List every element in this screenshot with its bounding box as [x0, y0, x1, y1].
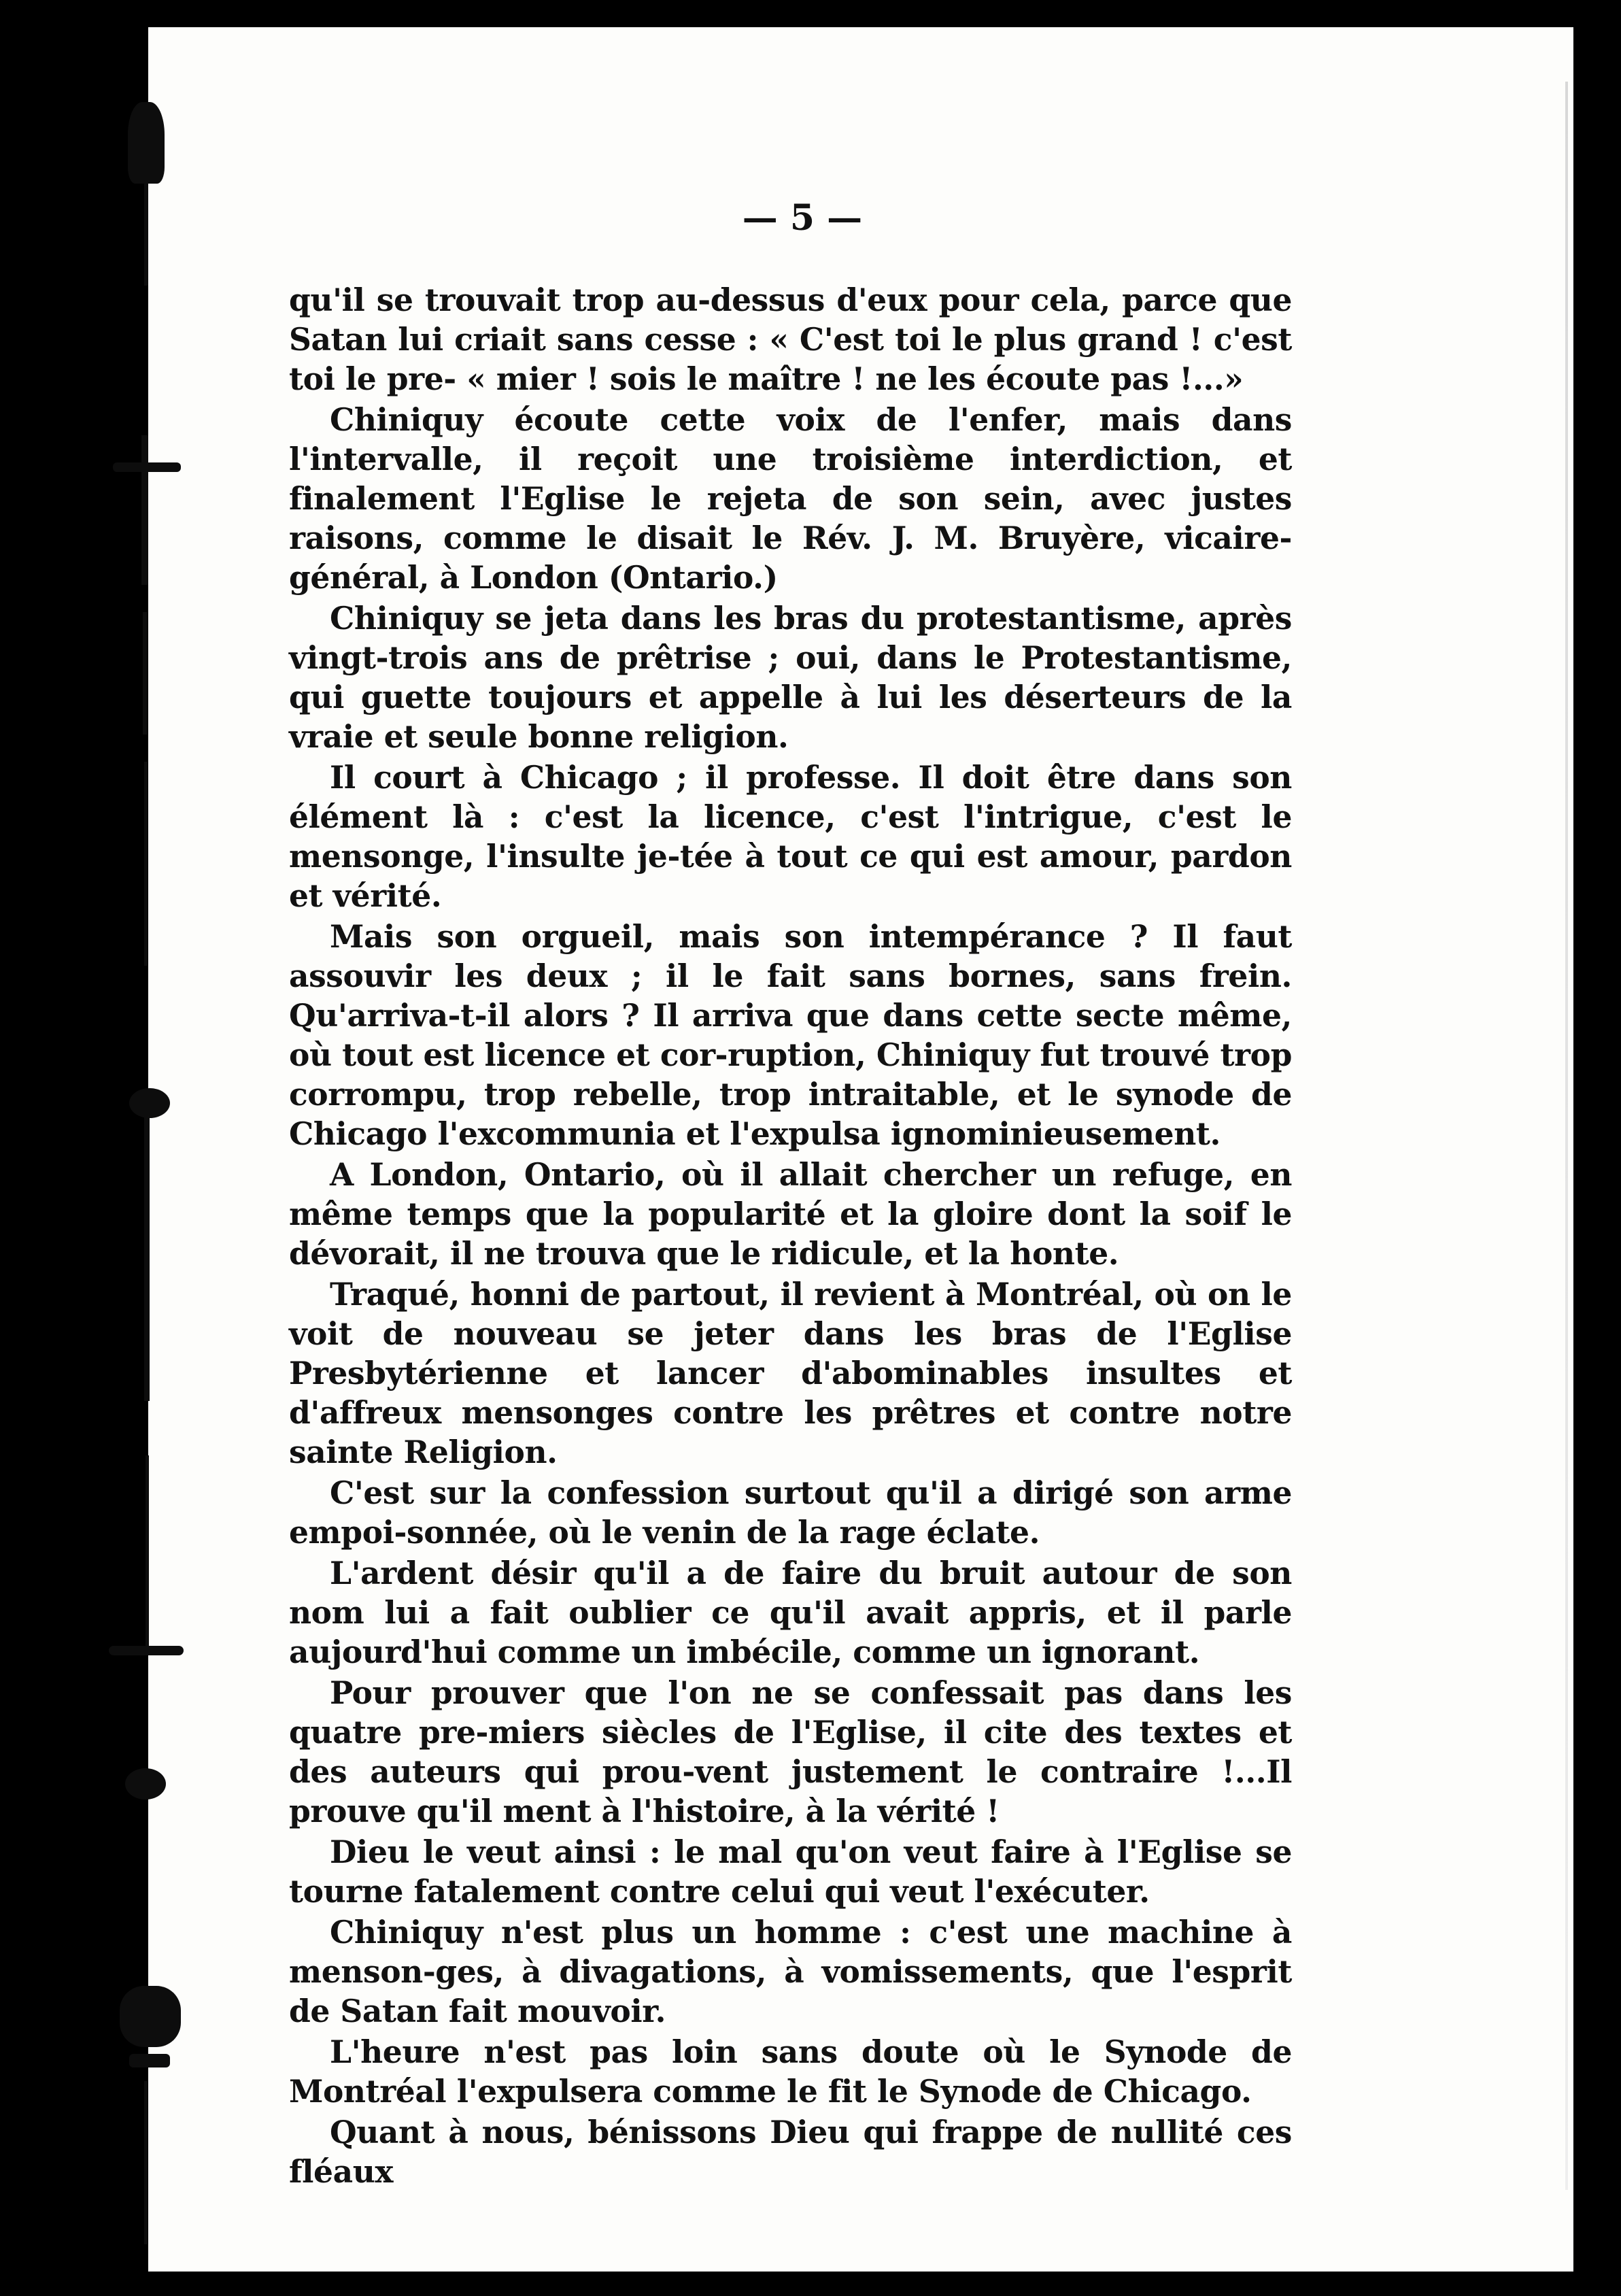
paragraph: A London, Ontario, où il allait chercher un refuge, en même temps que la popularité et la gloire dont la soif le dévorait, il ne trouva que le ridicule, et la honte. [289, 1156, 1292, 1272]
paragraph: Chiniquy n'est plus un homme : c'est une machine à menson-ges, à divagations, à vomissements, que l'esprit de Satan fait mouvoir. [289, 1914, 1292, 2029]
paragraph: Traqué, honni de partout, il revient à Montréal, où on le voit de nouveau se jeter dans les bras de l'Eglise Presbytérienne et lancer d'abominables insultes et d'affreux mensonges contre les prêtres et contre notre sainte Religion. [289, 1276, 1292, 1470]
paragraph: Mais son orgueil, mais son intempérance ? Il faut assouvir les deux ; il le fait sans bornes, sans frein. Qu'arriva-t-il alors ? Il arriva que dans cette secte même, où tout est licence et cor-ruption, Chiniquy fut trouvé trop corrompu, trop rebelle, trop intraitable, et le synode de Chicago l'excommunia et l'expulsa ignominieusement. [289, 918, 1292, 1152]
paragraph: C'est sur la confession surtout qu'il a dirigé son arme empoi-sonnée, où le venin de la rage éclate. [289, 1474, 1292, 1551]
page-edge-line [1565, 82, 1568, 2190]
paragraph: Dieu le veut ainsi : le mal qu'on veut faire à l'Eglise se tourne fatalement contre celui qui veut l'exécuter. [289, 1834, 1292, 1910]
binding-edge-marks [102, 0, 184, 2296]
paragraph: L'ardent désir qu'il a de faire du bruit autour de son nom lui a fait oublier ce qu'il avait appris, et il parle aujourd'hui comme un imbécile, comme un ignorant. [289, 1555, 1292, 1670]
paragraph: L'heure n'est pas loin sans doute où le Synode de Montréal l'expulsera comme le fit le Synode de Chicago. [289, 2033, 1292, 2110]
paragraph: Pour prouver que l'on ne se confessait pas dans les quatre pre-miers siècles de l'Eglise, il cite des textes et des auteurs qui prou-vent justement le contraire !...Il prouve qu'il ment à l'histoire, à la vérité ! [289, 1674, 1292, 1829]
paragraph: Quant à nous, bénissons Dieu qui frappe de nullité ces fléaux [289, 2114, 1292, 2190]
page-number: — 5 — [742, 197, 863, 239]
paragraph: Il court à Chicago ; il professe. Il doit être dans son élément là : c'est la licence, c'est l'intrigue, c'est le mensonge, l'insulte je-tée à tout ce qui est amour, pardon et vérité. [289, 759, 1292, 914]
paragraph: Chiniquy se jeta dans les bras du protestantisme, après vingt-trois ans de prêtrise ; oui, dans le Protestantisme, qui guette toujours et appelle à lui les déserteurs de la vraie et seule bonne religion. [289, 600, 1292, 755]
body-text [289, 280, 1292, 2191]
paragraph: qu'il se trouvait trop au-dessus d'eux pour cela, parce que Satan lui criait sans cesse : « C'est toi le plus grand ! c'est toi le pre- « mier ! sois le maître ! ne les écoute pas !...» [289, 282, 1292, 397]
paragraph: Chiniquy écoute cette voix de l'enfer, mais dans l'intervalle, il reçoit une troisième interdiction, et finalement l'Eglise le rejeta de son sein, avec justes raisons, comme le disait le Rév. J. M. Bruyère, vicaire-général, à London (Ontario.) [289, 401, 1292, 596]
